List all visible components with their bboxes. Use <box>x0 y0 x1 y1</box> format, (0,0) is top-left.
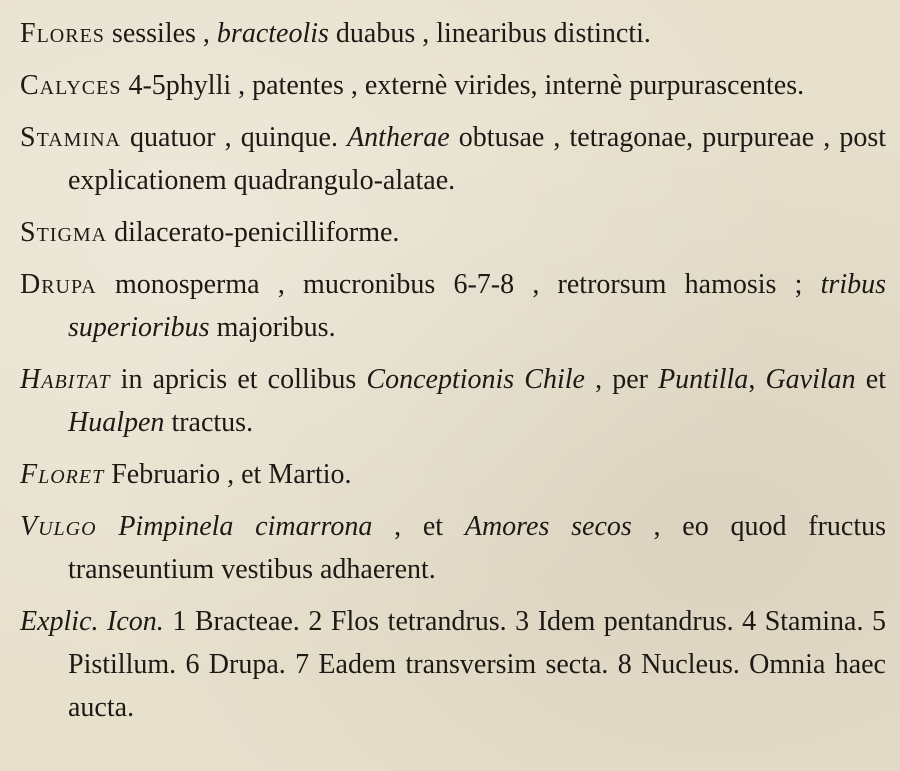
text-run: , <box>748 364 766 395</box>
text-run: duabus , linearibus distincti. <box>328 18 651 49</box>
text-run-italic: Antherae <box>347 122 450 153</box>
entry-explic-icon <box>20 600 886 729</box>
common-name-amores: Amores secos <box>464 511 632 542</box>
text-run-italic: bracteolis <box>216 18 329 49</box>
place-conceptionis: Conceptionis Chile <box>366 364 585 395</box>
place-hualpen: Hualpen <box>68 407 165 438</box>
text-run: dilacerato-penicilliforme. <box>107 217 400 248</box>
text-run <box>97 511 119 542</box>
entry-vulgo <box>20 505 886 591</box>
text-run: in apricis et collibus <box>110 364 367 395</box>
term-habitat: Habitat <box>20 364 111 395</box>
entry-drupa <box>20 263 886 349</box>
entry-floret <box>20 453 886 496</box>
text-run: , per <box>584 364 659 395</box>
text-run: tractus. <box>164 407 254 438</box>
text-run: monosperma , mucronibus 6-7-8 , retrorsum hamosis ; <box>96 269 821 300</box>
term-drupa: Drupa <box>20 269 97 300</box>
common-name-pimpinela: Pimpinela cimarrona <box>118 511 373 542</box>
entry-stamina <box>20 116 886 202</box>
text-run: majoribus. <box>209 312 336 343</box>
text-run: , et <box>372 511 465 542</box>
text-run: 1 Bracteae. 2 Flos tetrandrus. 3 Idem pentandrus. 4 Stamina. 5 Pistillum. 6 Drupa. 7 Eadem transversim secta. 8 Nucleus. Omnia haec aucta. <box>68 606 886 723</box>
text-run: 4-5phylli , patentes , externè virides, internè purpurascentes. <box>121 70 805 101</box>
place-puntilla: Puntilla <box>658 364 749 395</box>
text-run: et <box>855 364 886 395</box>
entry-stigma <box>20 211 886 254</box>
text-run: obtusae , tetragonae, purpureae , post explicationem quadrangulo-alatae. <box>68 122 886 196</box>
text-run: quatuor , quinque. <box>120 122 348 153</box>
term-flores: Flores <box>20 18 105 49</box>
text-run-italic: tribus superioribus <box>68 269 886 343</box>
text-run: Februario , et Martio. <box>104 459 352 490</box>
entry-flores <box>20 12 886 55</box>
entry-habitat <box>20 358 886 444</box>
text-run: sessiles , <box>104 18 217 49</box>
term-explic-icon: Explic. Icon. <box>20 606 164 637</box>
term-stamina: Stamina <box>20 122 121 153</box>
term-floret: Floret <box>20 459 105 490</box>
entry-calyces <box>20 64 886 107</box>
term-vulgo: Vulgo <box>20 511 97 542</box>
term-calyces: Calyces <box>20 70 122 101</box>
term-stigma: Stigma <box>20 217 108 248</box>
text-run: , eo quod fructus transeuntium vestibus adhaerent. <box>68 511 886 585</box>
place-gavilan: Gavilan <box>765 364 856 395</box>
